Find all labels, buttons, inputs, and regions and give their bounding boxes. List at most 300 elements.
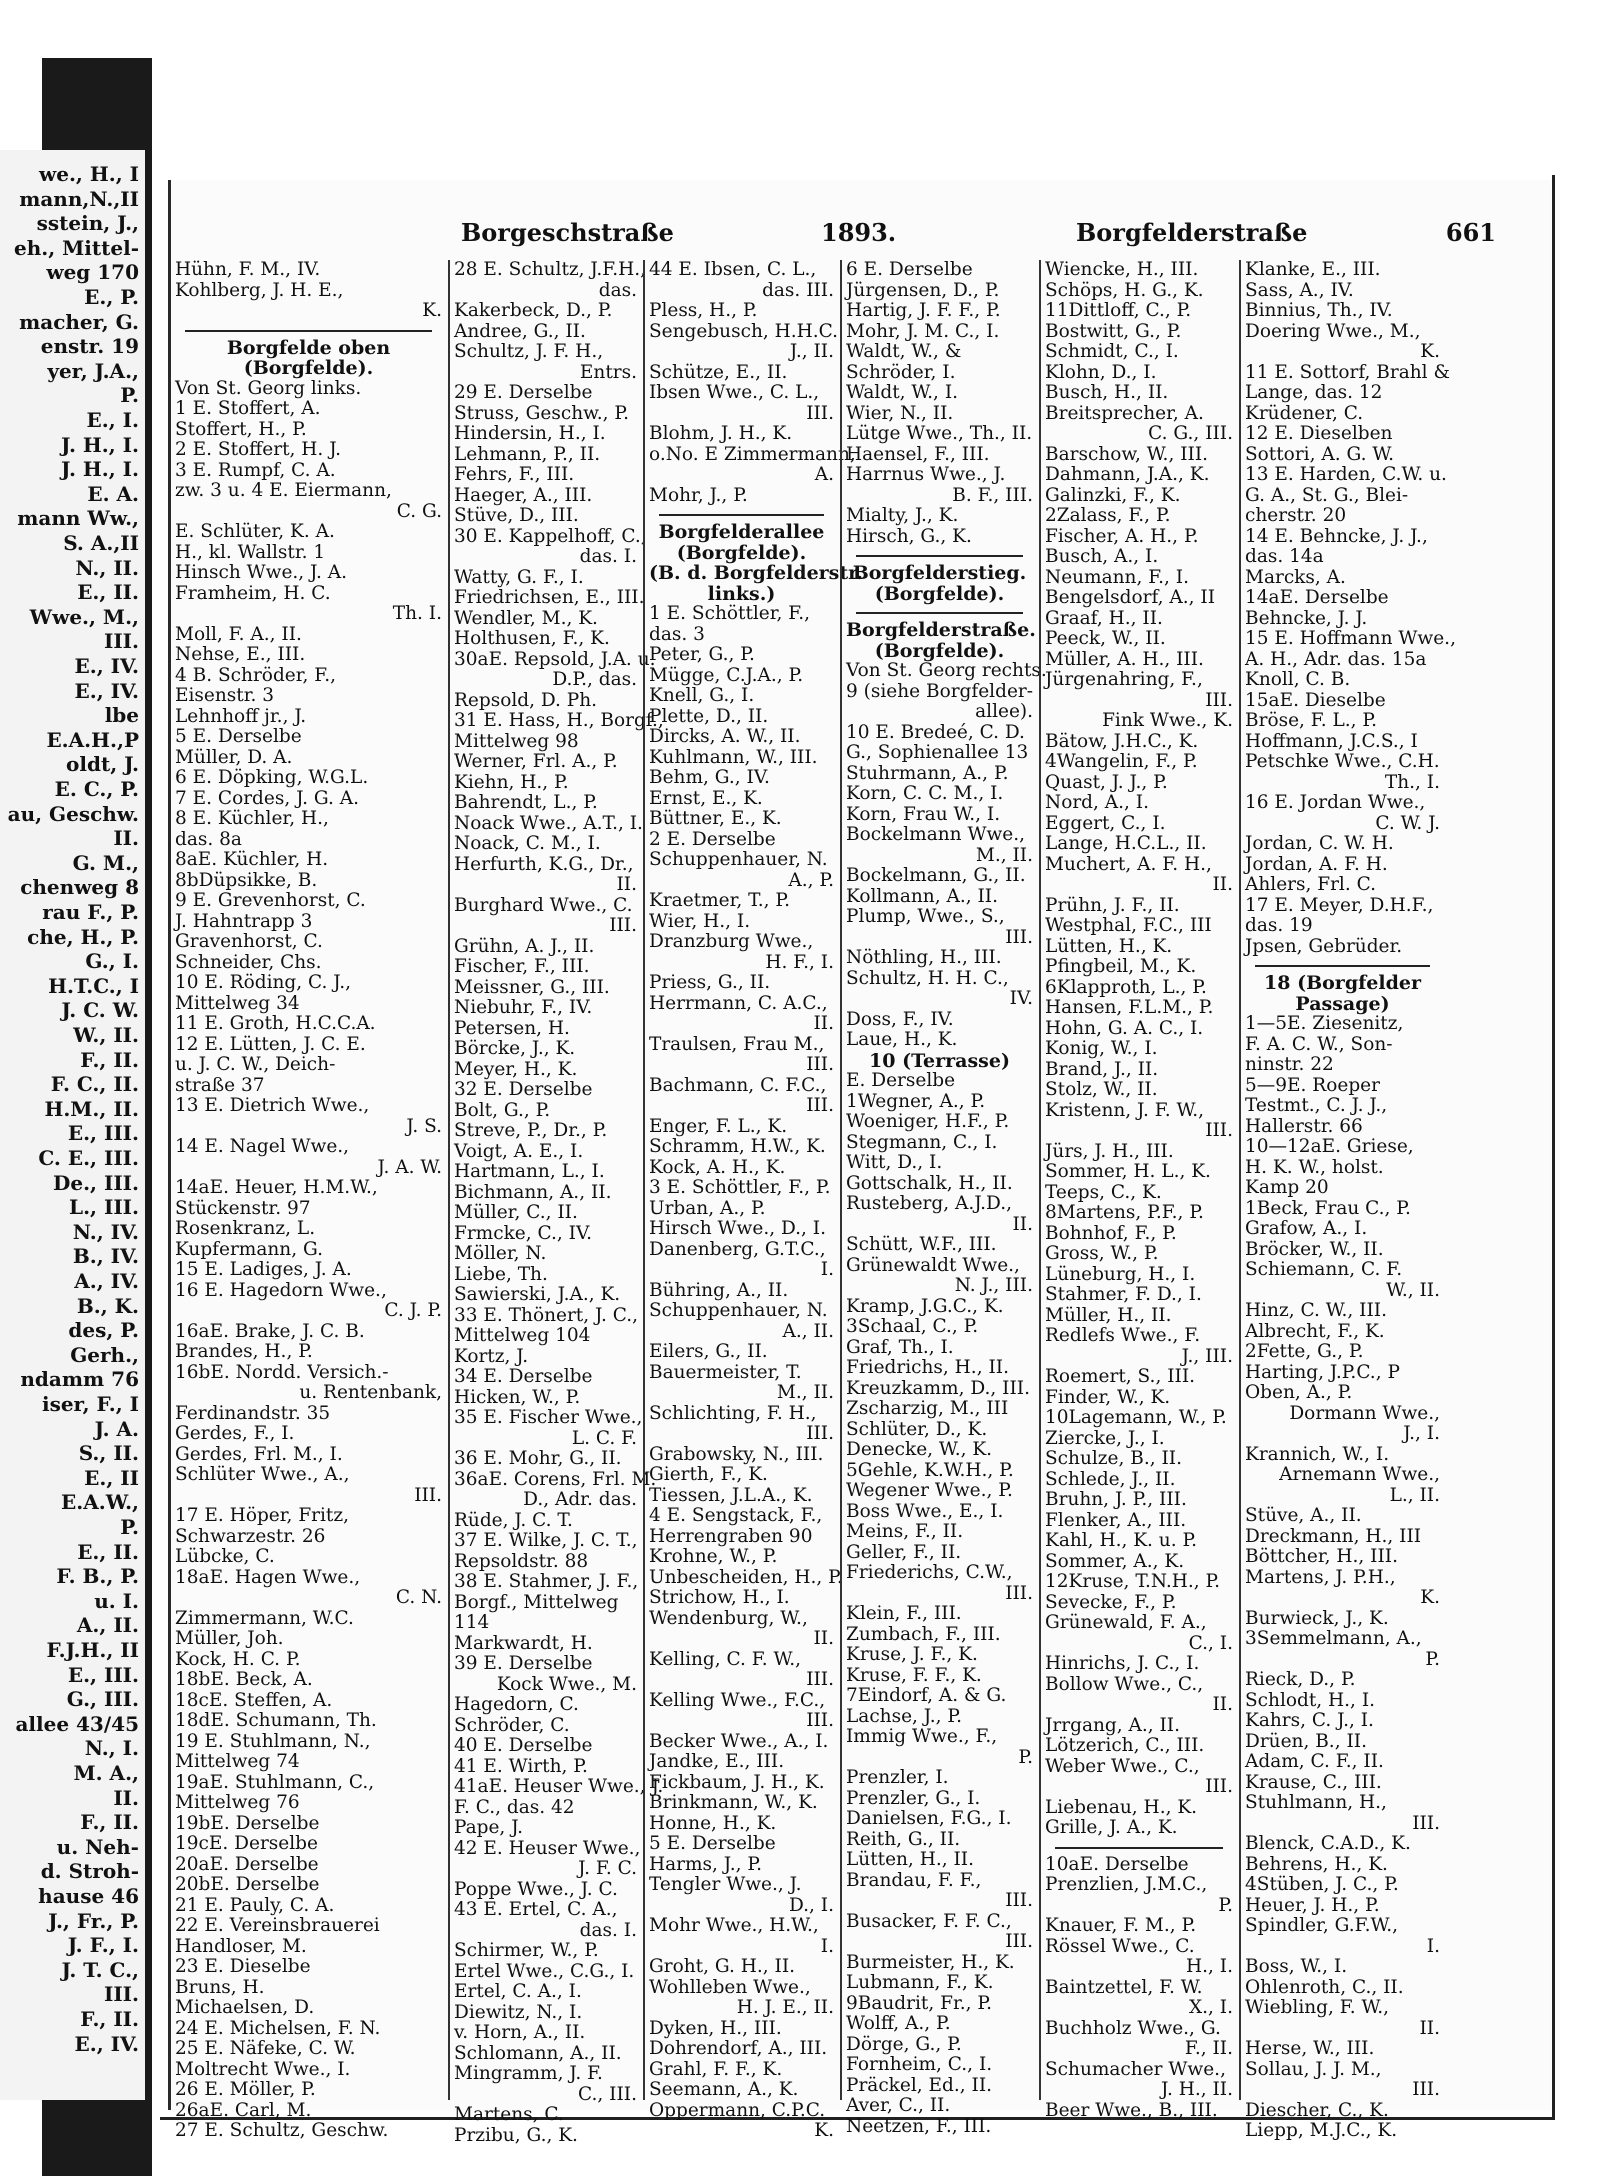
directory-entry: Waldt, W., & — [846, 341, 962, 362]
header-street-right: Borgfelderstraße — [1076, 218, 1308, 247]
directory-entry: Honne, H., K. — [649, 1812, 777, 1834]
directory-entry: Kristenn, J. F. W., — [1045, 1099, 1205, 1121]
directory-entry: III. — [1005, 1890, 1033, 1911]
directory-entry: Bachmann, C. F.C., — [649, 1074, 827, 1096]
directory-entry: Krohne, W., P. — [649, 1546, 778, 1567]
directory-entry: Stegmann, C., I. — [846, 1131, 998, 1153]
directory-entry: 29 E. Derselbe — [454, 382, 593, 403]
directory-entry: das. III. — [762, 279, 834, 301]
directory-entry: Boss, W., I. — [1245, 1956, 1348, 1977]
directory-entry: Grahl, F. F., K. — [649, 2058, 783, 2080]
directory-entry: III. — [806, 402, 834, 424]
directory-entry: Finder, W., K. — [1045, 1386, 1171, 1408]
directory-entry: Przibu, G., K. — [454, 2124, 578, 2146]
directory-entry: Petersen, H. — [454, 1017, 570, 1039]
directory-entry: Ahlers, Frl. C. — [1245, 874, 1376, 895]
directory-entry: Noack Wwe., A.T., I. — [454, 812, 643, 834]
directory-entry: Knell, G., I. — [649, 685, 755, 706]
directory-entry: Bockelmann, G., II. — [846, 865, 1026, 886]
directory-entry: Th. I. — [392, 603, 442, 624]
directory-entry: Knauer, F. M., P. — [1045, 1915, 1197, 1936]
section-divider — [659, 508, 824, 516]
directory-entry: Lötzerich, C., III. — [1045, 1735, 1205, 1756]
directory-entry: Burmeister, H., K. — [846, 1951, 1015, 1973]
directory-entry: Grühn, A. J., II. — [454, 935, 595, 957]
directory-entry: 1 E. Stoffert, A. — [175, 398, 321, 419]
directory-entry: J. A. W. — [377, 1156, 442, 1178]
previous-page-text: des, P. — [68, 1318, 139, 1343]
street-heading: Borgfelderstraße. — [846, 619, 1036, 641]
directory-entry: Stüve, A., II. — [1245, 1505, 1362, 1526]
directory-entry: 1Wegner, A., P. — [846, 1090, 986, 1112]
directory-entry: Albrecht, F., K. — [1245, 1320, 1385, 1342]
directory-entry: 9 E. Grevenhorst, C. — [175, 890, 366, 911]
street-heading: Borgfelderstieg. — [852, 562, 1027, 584]
previous-page-margin — [0, 150, 145, 2100]
previous-page-text: rau F., P. — [42, 900, 139, 924]
directory-entry: Sawierski, J.A., K. — [454, 1284, 621, 1305]
directory-entry: Noack, C. M., I. — [454, 833, 601, 854]
directory-entry: Büttner, E., K. — [649, 808, 782, 829]
directory-entry: Ohlenroth, C., II. — [1245, 1976, 1404, 1998]
directory-entry: Boss Wwe., E., I. — [846, 1500, 1004, 1522]
previous-page-text: macher, G. — [19, 309, 139, 334]
directory-entry: Graaf, H., II. — [1045, 607, 1163, 629]
directory-entry: Von St. Georg links. — [175, 377, 362, 399]
directory-entry: E. Derselbe — [846, 1070, 956, 1091]
directory-entry: Jordan, A. F. H. — [1245, 853, 1388, 875]
previous-page-text: W., II. — [73, 1023, 139, 1047]
directory-entry: Schuppenhauer, N. — [649, 1300, 828, 1321]
previous-page-text: F.J.H., II — [46, 1638, 139, 1662]
previous-page-text: u. Neh- — [56, 1834, 139, 1859]
directory-entry: Voigt, A. E., I. — [454, 1140, 584, 1162]
directory-entry: Heuer, J. H., P. — [1245, 1894, 1380, 1916]
directory-entry: Lehnhoff jr., J. — [175, 705, 307, 727]
directory-entry: M., II. — [776, 1382, 834, 1403]
directory-entry: Breitsprecher, A. — [1045, 402, 1204, 424]
directory-entry: 20bE. Derselbe — [175, 1874, 320, 1895]
previous-page-text: N., IV. — [72, 1219, 139, 1244]
previous-page-text: L., III. — [69, 1195, 139, 1220]
directory-entry: Arnemann Wwe., — [1279, 1464, 1440, 1485]
directory-entry: 10—12aE. Griese, — [1245, 1136, 1414, 1157]
directory-entry: Konig, W., I. — [1045, 1038, 1158, 1059]
previous-page-text: u. I. — [94, 1588, 139, 1613]
previous-page-text: G. M., — [72, 850, 139, 875]
directory-entry: Schütze, E., II. — [649, 361, 788, 383]
directory-entry: Müller, Joh. — [175, 1628, 284, 1649]
directory-entry: H., kl. Wallstr. 1 — [175, 541, 326, 563]
directory-entry: Fornheim, C., I. — [846, 2054, 993, 2075]
directory-entry: III. — [1412, 2079, 1440, 2100]
directory-entry: Dyken, H., III. — [649, 2017, 782, 2039]
directory-entry: 5 E. Derselbe — [175, 726, 302, 747]
directory-entry: A., II. — [782, 1320, 834, 1342]
previous-page-text: E., II. — [77, 580, 139, 605]
directory-entry: Zumbach, F., III. — [846, 1623, 1001, 1645]
directory-entry: 14 E. Behncke, J. J., — [1245, 525, 1428, 547]
directory-entry: Hühn, F. M., IV. — [175, 259, 321, 280]
directory-entry: Teeps, C., K. — [1045, 1181, 1162, 1203]
previous-page-text: N., II. — [75, 555, 139, 580]
directory-entry: Weber Wwe., C., — [1045, 1755, 1200, 1777]
directory-entry: Mittelweg 104 — [454, 1325, 591, 1346]
directory-entry: 13 E. Harden, C.W. u. — [1245, 464, 1447, 485]
directory-entry: 17 E. Meyer, D.H.F., — [1245, 894, 1434, 916]
directory-entry: Klanke, E., III. — [1245, 259, 1381, 280]
directory-entry: Friedrichsen, E., III. — [454, 587, 645, 608]
directory-entry: III. — [806, 1423, 834, 1444]
directory-entry: Kupfermann, G. — [175, 1238, 323, 1260]
directory-entry: Framheim, H. C. — [175, 582, 331, 604]
directory-entry: 38 E. Stahmer, J. F., — [454, 1571, 639, 1592]
directory-entry: J. H., II. — [1160, 2079, 1233, 2100]
directory-entry: III. — [1205, 689, 1233, 711]
column-5 — [1039, 259, 1237, 2121]
directory-entry: Spindler, G.F.W., — [1245, 1915, 1399, 1936]
directory-entry: Grafow, A., I. — [1245, 1218, 1368, 1239]
previous-page-text: E., I. — [86, 408, 139, 432]
directory-entry: Klohn, D., I. — [1045, 361, 1157, 383]
previous-page-text: E., IV. — [74, 654, 139, 678]
directory-entry: Th., I. — [1384, 771, 1440, 793]
previous-page-text: mann,N.,II — [19, 186, 139, 211]
directory-entry: 37 E. Wilke, J. C. T., — [454, 1530, 638, 1551]
directory-entry: Plump, Wwe., S., — [846, 906, 1005, 927]
directory-entry: III. — [1005, 1931, 1033, 1952]
directory-entry: Buchholz Wwe., G. — [1045, 2017, 1221, 2039]
previous-page-text: H.T.C., I — [48, 973, 139, 998]
directory-entry: Blenck, C.A.D., K. — [1245, 1833, 1411, 1854]
previous-page-text: allee 43/45 — [15, 1711, 139, 1736]
directory-entry: 2 E. Derselbe — [649, 828, 776, 850]
directory-entry: Wier, N., II. — [846, 402, 954, 424]
previous-page-text: M. A., — [73, 1761, 139, 1785]
directory-entry: Brand, J., II. — [1045, 1058, 1159, 1080]
previous-page-text: S., II. — [78, 1441, 139, 1466]
directory-entry: 40 E. Derselbe — [454, 1735, 593, 1756]
directory-entry: III. — [1205, 1120, 1233, 1141]
directory-entry: Woeniger, H.F., P. — [846, 1111, 1010, 1132]
previous-page-text: F., II. — [80, 1810, 139, 1835]
directory-entry: II. — [1419, 2017, 1440, 2039]
directory-entry: Aver, C., II. — [846, 2095, 951, 2116]
directory-entry: das. — [598, 279, 637, 301]
previous-page-text: E., P. — [84, 285, 139, 309]
directory-entry: 19 E. Stuhlmann, N., — [175, 1730, 371, 1752]
directory-entry: Hohn, G. A. C., I. — [1045, 1017, 1204, 1039]
directory-entry: Gravenhorst, C. — [175, 931, 323, 952]
directory-entry: III. — [1412, 1812, 1440, 1834]
directory-entry: Peeck, W., II. — [1045, 628, 1166, 649]
directory-entry: K. — [814, 2120, 834, 2141]
directory-entry: Schiemann, C. F. — [1245, 1259, 1403, 1280]
directory-entry: C. W. J. — [1375, 812, 1440, 834]
directory-entry: Hinz, C. W., III. — [1245, 1300, 1387, 1321]
previous-page-text: N., I. — [84, 1736, 139, 1761]
directory-entry: Meyer, H., K. — [454, 1058, 578, 1080]
directory-entry: III. — [609, 915, 637, 936]
directory-entry: H. F., I. — [765, 951, 834, 973]
directory-entry: das. I. — [579, 546, 637, 567]
directory-entry: 6Klapproth, L., P. — [1045, 976, 1207, 998]
directory-entry: Eggert, C., I. — [1045, 812, 1166, 834]
directory-entry: III. — [806, 1095, 834, 1116]
directory-entry: Repsoldstr. 88 — [454, 1550, 589, 1572]
directory-entry: Brandau, F. F., — [846, 1869, 982, 1891]
directory-entry: 114 — [454, 1612, 490, 1633]
directory-entry: Stahmer, F. D., I. — [1045, 1284, 1202, 1305]
previous-page-text: che, H., P. — [27, 924, 139, 949]
directory-entry: A. — [814, 464, 834, 485]
street-heading: (B. d. Borgfelderstr. — [649, 562, 864, 584]
directory-entry: II. — [1012, 1213, 1033, 1235]
directory-entry: Mialty, J., K. — [846, 505, 959, 526]
previous-page-text: oldt, J. — [66, 752, 139, 777]
directory-entry: das. 3 — [649, 623, 705, 645]
directory-entry: Busch, A., I. — [1045, 546, 1159, 567]
previous-page-text: F., II. — [80, 1047, 139, 1072]
directory-entry: Martens, J. P.H., — [1245, 1566, 1396, 1588]
section-divider — [1255, 959, 1430, 967]
directory-entry: zw. 3 u. 4 E. Eiermann, — [175, 480, 392, 501]
directory-entry: III. — [806, 1054, 834, 1075]
directory-entry: Fink Wwe., K. — [1102, 710, 1233, 731]
directory-entry: Müller, H., II. — [1045, 1304, 1172, 1326]
directory-entry: I. — [820, 1259, 834, 1280]
directory-entry: Michaelsen, D. — [175, 1997, 315, 2018]
directory-entry: 10aE. Derselbe — [1045, 1853, 1189, 1875]
directory-entry: Stuhrmann, A., P. — [846, 762, 1009, 784]
directory-entry: C., III. — [578, 2083, 637, 2105]
directory-entry: Gross, W., P. — [1045, 1243, 1159, 1264]
previous-page-text: mann Ww., — [17, 506, 139, 531]
directory-entry: 35 E. Fischer Wwe., — [454, 1407, 643, 1428]
directory-entry: 5Gehle, K.W.H., P. — [846, 1459, 1014, 1481]
directory-entry: Lütten, H., K. — [1045, 935, 1173, 957]
directory-entry: Lütge Wwe., Th., II. — [846, 423, 1033, 444]
directory-entry: J. S. — [406, 1115, 442, 1137]
directory-entry: Nöthling, H., III. — [846, 947, 1002, 968]
directory-entry: Gottschalk, H., II. — [846, 1172, 1013, 1194]
directory-entry: Grünewald, F. A., — [1045, 1612, 1207, 1633]
directory-entry: L., II. — [1389, 1484, 1440, 1506]
directory-entry: Hirsch Wwe., D., I. — [649, 1218, 826, 1239]
directory-entry: Börcke, J., K. — [454, 1038, 576, 1059]
directory-entry: Präckel, Ed., II. — [846, 2074, 993, 2096]
directory-entry: Hallerstr. 66 — [1245, 1115, 1363, 1137]
directory-entry: Kahl, H., K. u. P. — [1045, 1530, 1198, 1551]
directory-entry: Frmcke, C., IV. — [454, 1222, 592, 1244]
directory-entry: Dörge, G., P. — [846, 2033, 962, 2055]
directory-entry: B. F., III. — [952, 484, 1033, 506]
previous-page-text: P. — [120, 1515, 139, 1539]
directory-entry: Schlodt, H., I. — [1245, 1689, 1376, 1711]
directory-entry: Brinkmann, W., K. — [649, 1792, 818, 1813]
directory-entry: Bahrendt, L., P. — [454, 792, 598, 813]
directory-entry: Herfurth, K.G., Dr., — [454, 853, 634, 875]
previous-page-text: C. E., III. — [38, 1146, 139, 1170]
directory-entry: I. — [1426, 1935, 1440, 1957]
directory-entry: Wiebling, F. W., — [1245, 1997, 1390, 2018]
directory-entry: 1 E. Schöttler, F., — [649, 603, 811, 624]
previous-page-text: sstein, J., — [36, 211, 139, 236]
previous-page-text: S. A.,II — [63, 531, 139, 555]
directory-entry: Stuhlmann, H., — [1245, 1792, 1387, 1813]
directory-entry: Peter, G., P. — [649, 644, 755, 665]
directory-entry: Kock, H. C. P. — [175, 1648, 301, 1670]
directory-entry: Neumann, F., I. — [1045, 566, 1189, 588]
header-year: 1893. — [821, 218, 897, 247]
directory-entry: o.No. E Zimmermann, — [649, 443, 856, 465]
directory-entry: Schultz, H. H. C., — [846, 967, 1009, 989]
directory-entry: Quast, J. J., P. — [1045, 771, 1168, 793]
directory-entry: Ertel, C. A., I. — [454, 1981, 582, 2002]
directory-entry: 30aE. Repsold, J.A. u. — [454, 648, 656, 670]
directory-entry: Krüdener, C. — [1245, 402, 1364, 424]
directory-entry: A. H., Adr. das. 15a — [1245, 648, 1427, 670]
directory-entry: Liebe, Th. — [454, 1263, 548, 1285]
directory-entry: Lange, das. 12 — [1245, 382, 1383, 403]
directory-entry: Seemann, A., K. — [649, 2079, 799, 2100]
section-divider — [856, 606, 1023, 614]
page-number: 661 — [1445, 218, 1496, 247]
directory-entry: Schneider, Chs. — [175, 951, 322, 973]
directory-entry: Ertel Wwe., C.G., I. — [454, 1960, 635, 1982]
directory-entry: Lubmann, F., K. — [846, 1972, 994, 1993]
directory-entry: Moltrecht Wwe., I. — [175, 2058, 351, 2080]
directory-entry: 18cE. Steffen, A. — [175, 1689, 333, 1711]
directory-entry: 9 (siehe Borgfelder- — [846, 680, 1033, 702]
directory-entry: Wendler, M., K. — [454, 607, 598, 629]
directory-entry: Kruse, J. F., K. — [846, 1644, 978, 1665]
directory-entry: Wohlleben Wwe., — [649, 1976, 811, 1998]
directory-entry: Bruhn, J. P., III. — [1045, 1489, 1187, 1510]
directory-entry: 4Wangelin, F., P. — [1045, 751, 1198, 772]
directory-entry: Behrens, H., K. — [1245, 1853, 1388, 1875]
street-heading: Borgfelderallee — [658, 521, 825, 543]
directory-entry: Reith, G., II. — [846, 1828, 961, 1850]
directory-entry: H. J. E., II. — [736, 1997, 834, 2018]
directory-entry: Drüen, B., II. — [1245, 1730, 1367, 1752]
header-street-left: Borgeschstraße — [461, 218, 674, 247]
directory-entry: 7 E. Cordes, J. G. A. — [175, 787, 359, 809]
directory-entry: Kelling Wwe., F.C., — [649, 1689, 826, 1711]
directory-entry: Grille, J. A., K. — [1045, 1817, 1178, 1838]
directory-entry: Schlüter, D., K. — [846, 1418, 988, 1440]
directory-entry: Kreuzkamm, D., III. — [846, 1377, 1030, 1399]
directory-entry: 14 E. Nagel Wwe., — [175, 1136, 350, 1157]
previous-page-text: F. B., P. — [56, 1564, 139, 1589]
directory-entry: Barschow, W., III. — [1045, 443, 1209, 465]
directory-entry: Schultz, J. F. H., — [454, 341, 604, 362]
previous-page-text: ndamm 76 — [20, 1367, 139, 1392]
section-divider — [1055, 1841, 1223, 1849]
previous-page-text: au, Geschw. — [7, 801, 139, 826]
directory-entry: Mittelweg 34 — [175, 992, 300, 1014]
directory-entry: 15 E. Ladiges, J. A. — [175, 1259, 352, 1280]
directory-entry: Traulsen, Frau M., — [649, 1033, 825, 1055]
directory-entry: 28 E. Schultz, J.F.H., — [454, 259, 647, 280]
directory-entry: Tiessen, J.L.A., K. — [649, 1484, 813, 1506]
directory-entry: 21 E. Pauly, C. A. — [175, 1894, 335, 1916]
directory-entry: 10 E. Bredeé, C. D. — [846, 721, 1025, 743]
directory-entry: Laue, H., K. — [846, 1029, 958, 1050]
directory-entry: Mohr, J., P. — [649, 484, 748, 506]
previous-page-text: E. C., P. — [54, 777, 139, 801]
directory-entry: Lachse, J., P. — [846, 1705, 962, 1727]
directory-entry: Sass, A., IV. — [1245, 279, 1354, 301]
directory-entry: Schulze, B., II. — [1045, 1448, 1182, 1469]
directory-entry: C. G. — [396, 500, 442, 522]
directory-entry: 18bE. Beck, A. — [175, 1669, 313, 1690]
directory-entry: Bröcker, W., II. — [1245, 1238, 1384, 1260]
directory-entry: Mügge, C.J.A., P. — [649, 664, 804, 686]
directory-entry: Von St. Georg rechts. — [846, 660, 1047, 681]
directory-entry: 19bE. Derselbe — [175, 1812, 320, 1834]
directory-entry: Sommer, H. L., K. — [1045, 1161, 1211, 1182]
directory-entry: 15aE. Dieselbe — [1245, 689, 1386, 711]
directory-entry: Schlüter Wwe., A., — [175, 1464, 350, 1485]
directory-entry: Kelling, C. F. W., — [649, 1648, 802, 1670]
directory-entry: Urban, A., P. — [649, 1197, 766, 1219]
directory-entry: Bühring, A., II. — [649, 1279, 789, 1301]
directory-entry: Rössel Wwe., C. — [1045, 1935, 1195, 1957]
directory-entry: A., P. — [788, 869, 834, 891]
directory-entry: 1—5E. Ziesenitz, — [1245, 1013, 1404, 1034]
directory-entry: 5 E. Derselbe — [649, 1833, 776, 1854]
directory-entry: Mingramm, J. F. — [454, 2063, 603, 2084]
previous-page-text: II. — [113, 1785, 139, 1810]
directory-entry: Rosenkranz, L. — [175, 1218, 316, 1239]
directory-entry: Schirmer, W., P. — [454, 1940, 599, 1961]
directory-entry: Dahmann, J.A., K. — [1045, 464, 1210, 485]
directory-entry: Kakerbeck, D., P. — [454, 300, 613, 321]
directory-entry: J. F. C. — [578, 1858, 637, 1879]
previous-page-text: weg 170 — [46, 260, 139, 285]
directory-entry: Borgf., Mittelweg — [454, 1591, 619, 1613]
directory-entry: L. C. F. — [571, 1427, 637, 1449]
directory-entry: Rusteberg, A.J.D., — [846, 1193, 1012, 1214]
directory-entry: IV. — [1009, 988, 1033, 1009]
directory-entry: Zimmermann, W.C. — [175, 1607, 354, 1629]
directory-entry: Tengler Wwe., J. — [649, 1874, 802, 1895]
directory-entry: Prenzlien, J.M.C., — [1045, 1874, 1208, 1895]
directory-entry: Enger, F. L., K. — [649, 1115, 788, 1137]
directory-entry: Kiehn, H., P. — [454, 771, 569, 793]
directory-entry: Nehse, E., III. — [175, 644, 306, 665]
directory-entry: Meissner, G., III. — [454, 976, 610, 998]
directory-entry: 31 E. Hass, H., Borgf., — [454, 710, 664, 731]
street-heading: (Borgfelde). — [874, 582, 1005, 605]
directory-entry: Testmt., C. J. J., — [1245, 1095, 1388, 1116]
column-2 — [448, 259, 664, 2146]
directory-entry: Behm, G., IV. — [649, 767, 770, 788]
directory-entry: Neetzen, F., III. — [846, 2115, 992, 2137]
directory-entry: 12 E. Lütten, J. C. E. — [175, 1033, 366, 1055]
previous-page-text: yer, J.A., — [47, 358, 139, 383]
directory-entry: Andree, G., II. — [454, 320, 586, 342]
directory-entry: Wier, H., I. — [649, 910, 751, 932]
directory-entry: Doering Wwe., M., — [1245, 320, 1421, 342]
directory-entry: Muchert, A. F. H., — [1045, 853, 1212, 875]
previous-page-text: iser, F., I — [41, 1392, 139, 1416]
previous-page-text: J. F., I. — [67, 1933, 139, 1958]
directory-entry: F., II. — [1184, 2038, 1233, 2059]
street-heading: (Borgfelde). — [676, 541, 807, 564]
directory-entry: 25 E. Näfeke, C. W. — [175, 2038, 356, 2059]
